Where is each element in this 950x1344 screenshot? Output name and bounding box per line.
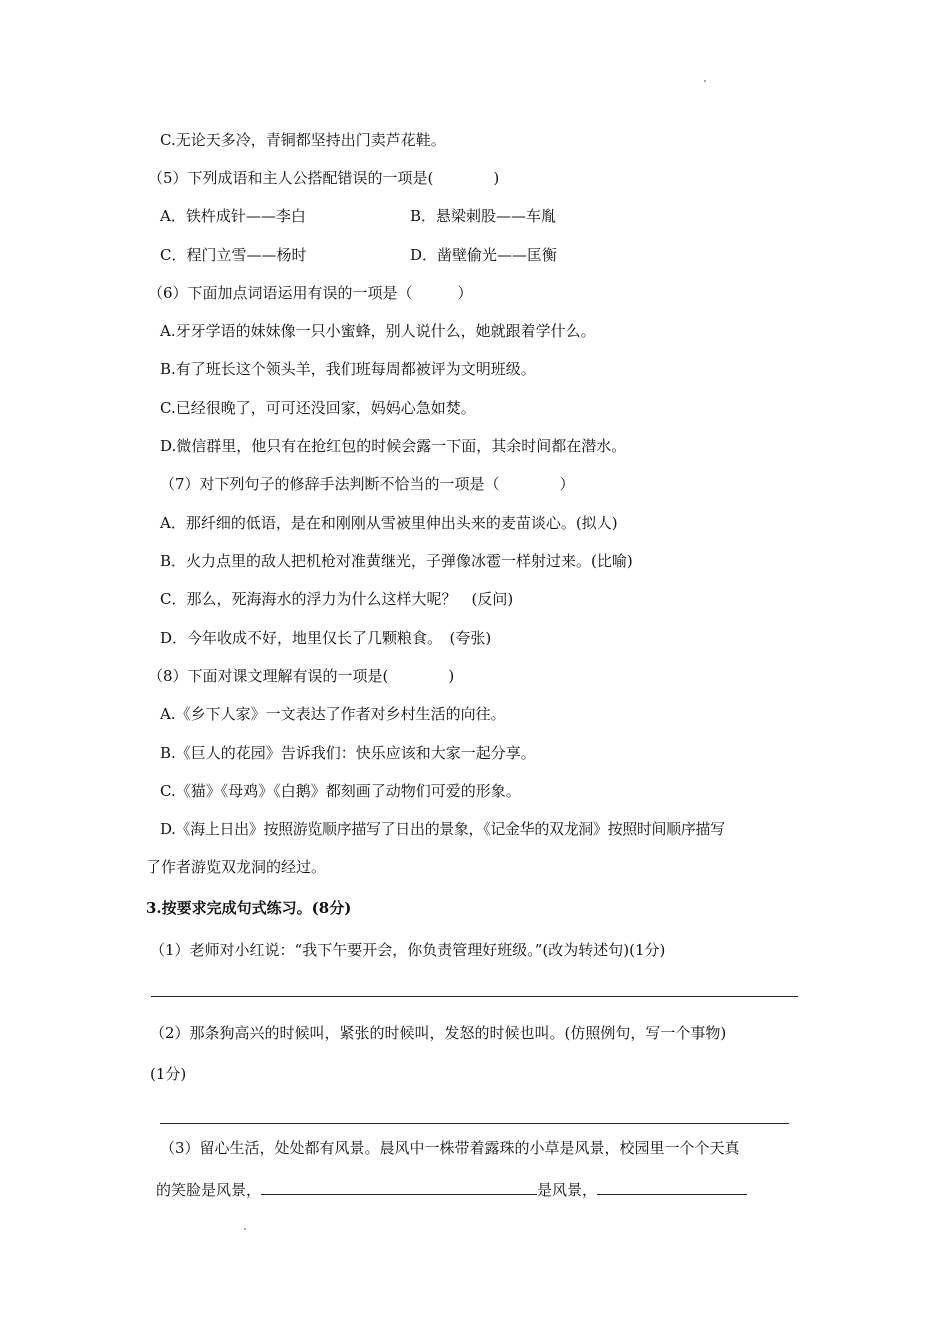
q5-option-b: B．悬梁刺股——车胤: [410, 207, 557, 225]
q7-option-b: B．火力点里的敌人把机枪对准黄继光，子弹像冰雹一样射过来。(比喻): [160, 552, 633, 570]
q6-option-a: A.牙牙学语的妹妹像一只小蜜蜂，别人说什么，她就跟着学什么。: [160, 322, 596, 340]
q8-option-d-line2: 了作者游览双龙洞的经过。: [146, 858, 327, 876]
q6-option-d: D.微信群里，他只有在抢红包的时候会露一下面，其余时间都在潜水。: [160, 437, 627, 455]
q4-option-c: C.无论天多冷，青铜都坚持出门卖芦花鞋。: [160, 131, 446, 149]
q8-stem: （8）下面对课文理解有误的一项是( ): [148, 667, 455, 685]
s3-q3-blank-2[interactable]: [597, 1178, 747, 1195]
scan-dot: [704, 80, 706, 82]
s3-q1-answer-line[interactable]: [151, 996, 798, 997]
s3-q3-text-line1: （3）留心生活，处处都有风景。晨风中一株带着露珠的小草是风景，校园里一个个天真: [160, 1139, 740, 1157]
q6-stem: （6）下面加点词语运用有误的一项是（ ）: [148, 284, 473, 302]
q7-option-a: A．那纤细的低语，是在和刚刚从雪被里伸出头来的麦苗谈心。(拟人): [160, 514, 618, 532]
q7-option-d: D．今年收成不好，地里仅长了几颗粮食。 (夸张): [160, 629, 492, 647]
s3-q3-text-line2: [156, 1178, 747, 1200]
q8-option-a: A.《乡下人家》一文表达了作者对乡村生活的向往。: [160, 705, 506, 723]
s3-q3-text-b: 是风景，: [537, 1181, 598, 1199]
q5-stem: （5）下列成语和主人公搭配错误的一项是( ): [148, 169, 500, 187]
q7-stem: （7）对下列句子的修辞手法判断不恰当的一项是（ ）: [160, 475, 575, 493]
q8-option-c: C.《猫》《母鸡》《白鹅》都刻画了动物们可爱的形象。: [160, 782, 521, 800]
q5-option-c: C．程门立雪——杨时: [160, 246, 307, 264]
q6-option-c: C.已经很晚了，可可还没回家，妈妈心急如焚。: [160, 399, 476, 417]
q8-option-b: B.《巨人的花园》告诉我们：快乐应该和大家一起分享。: [160, 744, 536, 762]
q8-option-d-line1: D.《海上日出》按照游览顺序描写了日出的景象，《记金华的双龙洞》按照时间顺序描写: [160, 820, 725, 838]
s3-q2-answer-line[interactable]: [160, 1123, 789, 1124]
s3-q2-text-line2: (1分): [150, 1065, 187, 1083]
s3-q1-text: （1）老师对小红说：“我下午要开会，你负责管理好班级。”(改为转述句)(1分): [150, 941, 666, 959]
section-3-heading: 3.按要求完成句式练习。(8分): [146, 899, 352, 917]
s3-q3-blank-1[interactable]: [261, 1178, 537, 1195]
q6-option-b: B.有了班长这个领头羊，我们班每周都被评为文明班级。: [160, 360, 536, 378]
s3-q3-text-a: 的笑脸是风景，: [156, 1181, 262, 1199]
q5-option-a: A．铁杵成针——李白: [160, 207, 306, 225]
scan-dot: [244, 1228, 246, 1230]
q5-option-d: D．凿壁偷光——匡衡: [410, 246, 558, 264]
q7-option-c: C．那么，死海海水的浮力为什么这样大呢？ (反问): [160, 590, 514, 608]
s3-q2-text-line1: （2）那条狗高兴的时候叫，紧张的时候叫，发怒的时候也叫。(仿照例句，写一个事物): [150, 1024, 727, 1042]
